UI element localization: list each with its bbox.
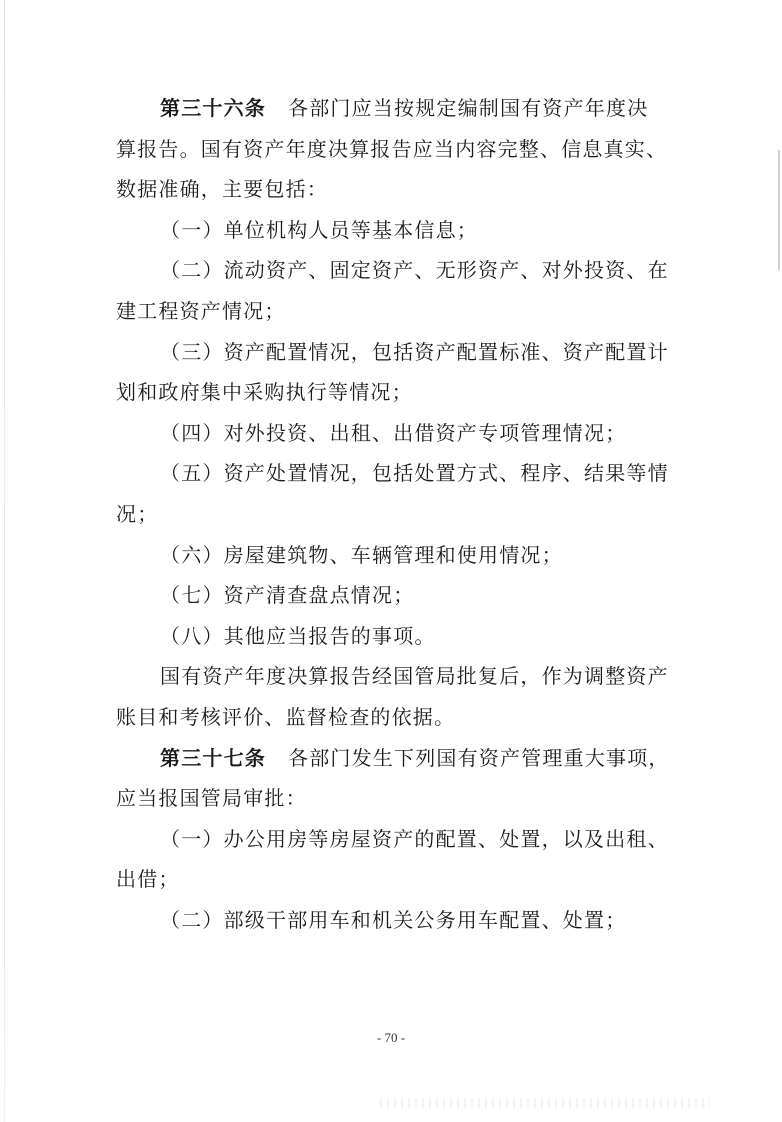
text-line: 划和政府集中采购执行等情况；	[116, 380, 413, 405]
list-item-line: （二）流动资产、固定资产、无形资产、对外投资、在	[160, 258, 669, 283]
line-text: 各部门应当按规定编制国有资产年度决	[288, 96, 649, 120]
list-item-line: （一）单位机构人员等基本信息；	[160, 217, 478, 242]
text-line: 出借；	[116, 867, 180, 892]
text-line: 算报告。国有资产年度决算报告应当内容完整、信息真实、	[116, 136, 668, 161]
article-number: 第三十六条	[160, 96, 266, 120]
list-item-line: （二）部级干部用车和机关公务用车配置、处置；	[160, 907, 627, 932]
page-number: - 70 -	[376, 1030, 406, 1045]
text-line: 数据准确，主要包括：	[116, 177, 328, 202]
list-item-line: （七）资产清查盘点情况；	[160, 583, 415, 608]
list-item-line: （一）办公用房等房屋资产的配置、处置，以及出租、	[160, 826, 669, 851]
text-line: 账目和考核评价、监督检查的依据。	[116, 704, 456, 729]
list-item-line: （六）房屋建筑物、车辆管理和使用情况；	[160, 542, 563, 567]
list-item-line: （四）对外投资、出租、出借资产专项管理情况；	[160, 420, 627, 445]
scan-edge-right	[778, 150, 780, 270]
article-36-heading-line	[116, 88, 676, 129]
line-text: 各部门发生下列国有资产管理重大事项，	[288, 745, 670, 770]
article-37-heading-line	[116, 738, 676, 779]
text-line: 应当报国管局审批：	[116, 786, 307, 811]
scan-noise	[380, 1098, 710, 1108]
article-number: 第三十七条	[160, 745, 266, 770]
scan-edge-left	[4, 0, 5, 1122]
text-line: 建工程资产情况；	[116, 298, 286, 323]
list-item-line: （三）资产配置情况，包括资产配置标准、资产配置计	[160, 339, 669, 364]
body-text	[116, 88, 676, 940]
list-item-line: （五）资产处置情况，包括处置方式、程序、结果等情	[160, 461, 669, 486]
text-line: 况；	[116, 501, 159, 526]
paragraph-line: 国有资产年度决算报告经国管局批复后，作为调整资产	[160, 664, 669, 689]
list-item-line: （八）其他应当报告的事项。	[160, 623, 436, 648]
